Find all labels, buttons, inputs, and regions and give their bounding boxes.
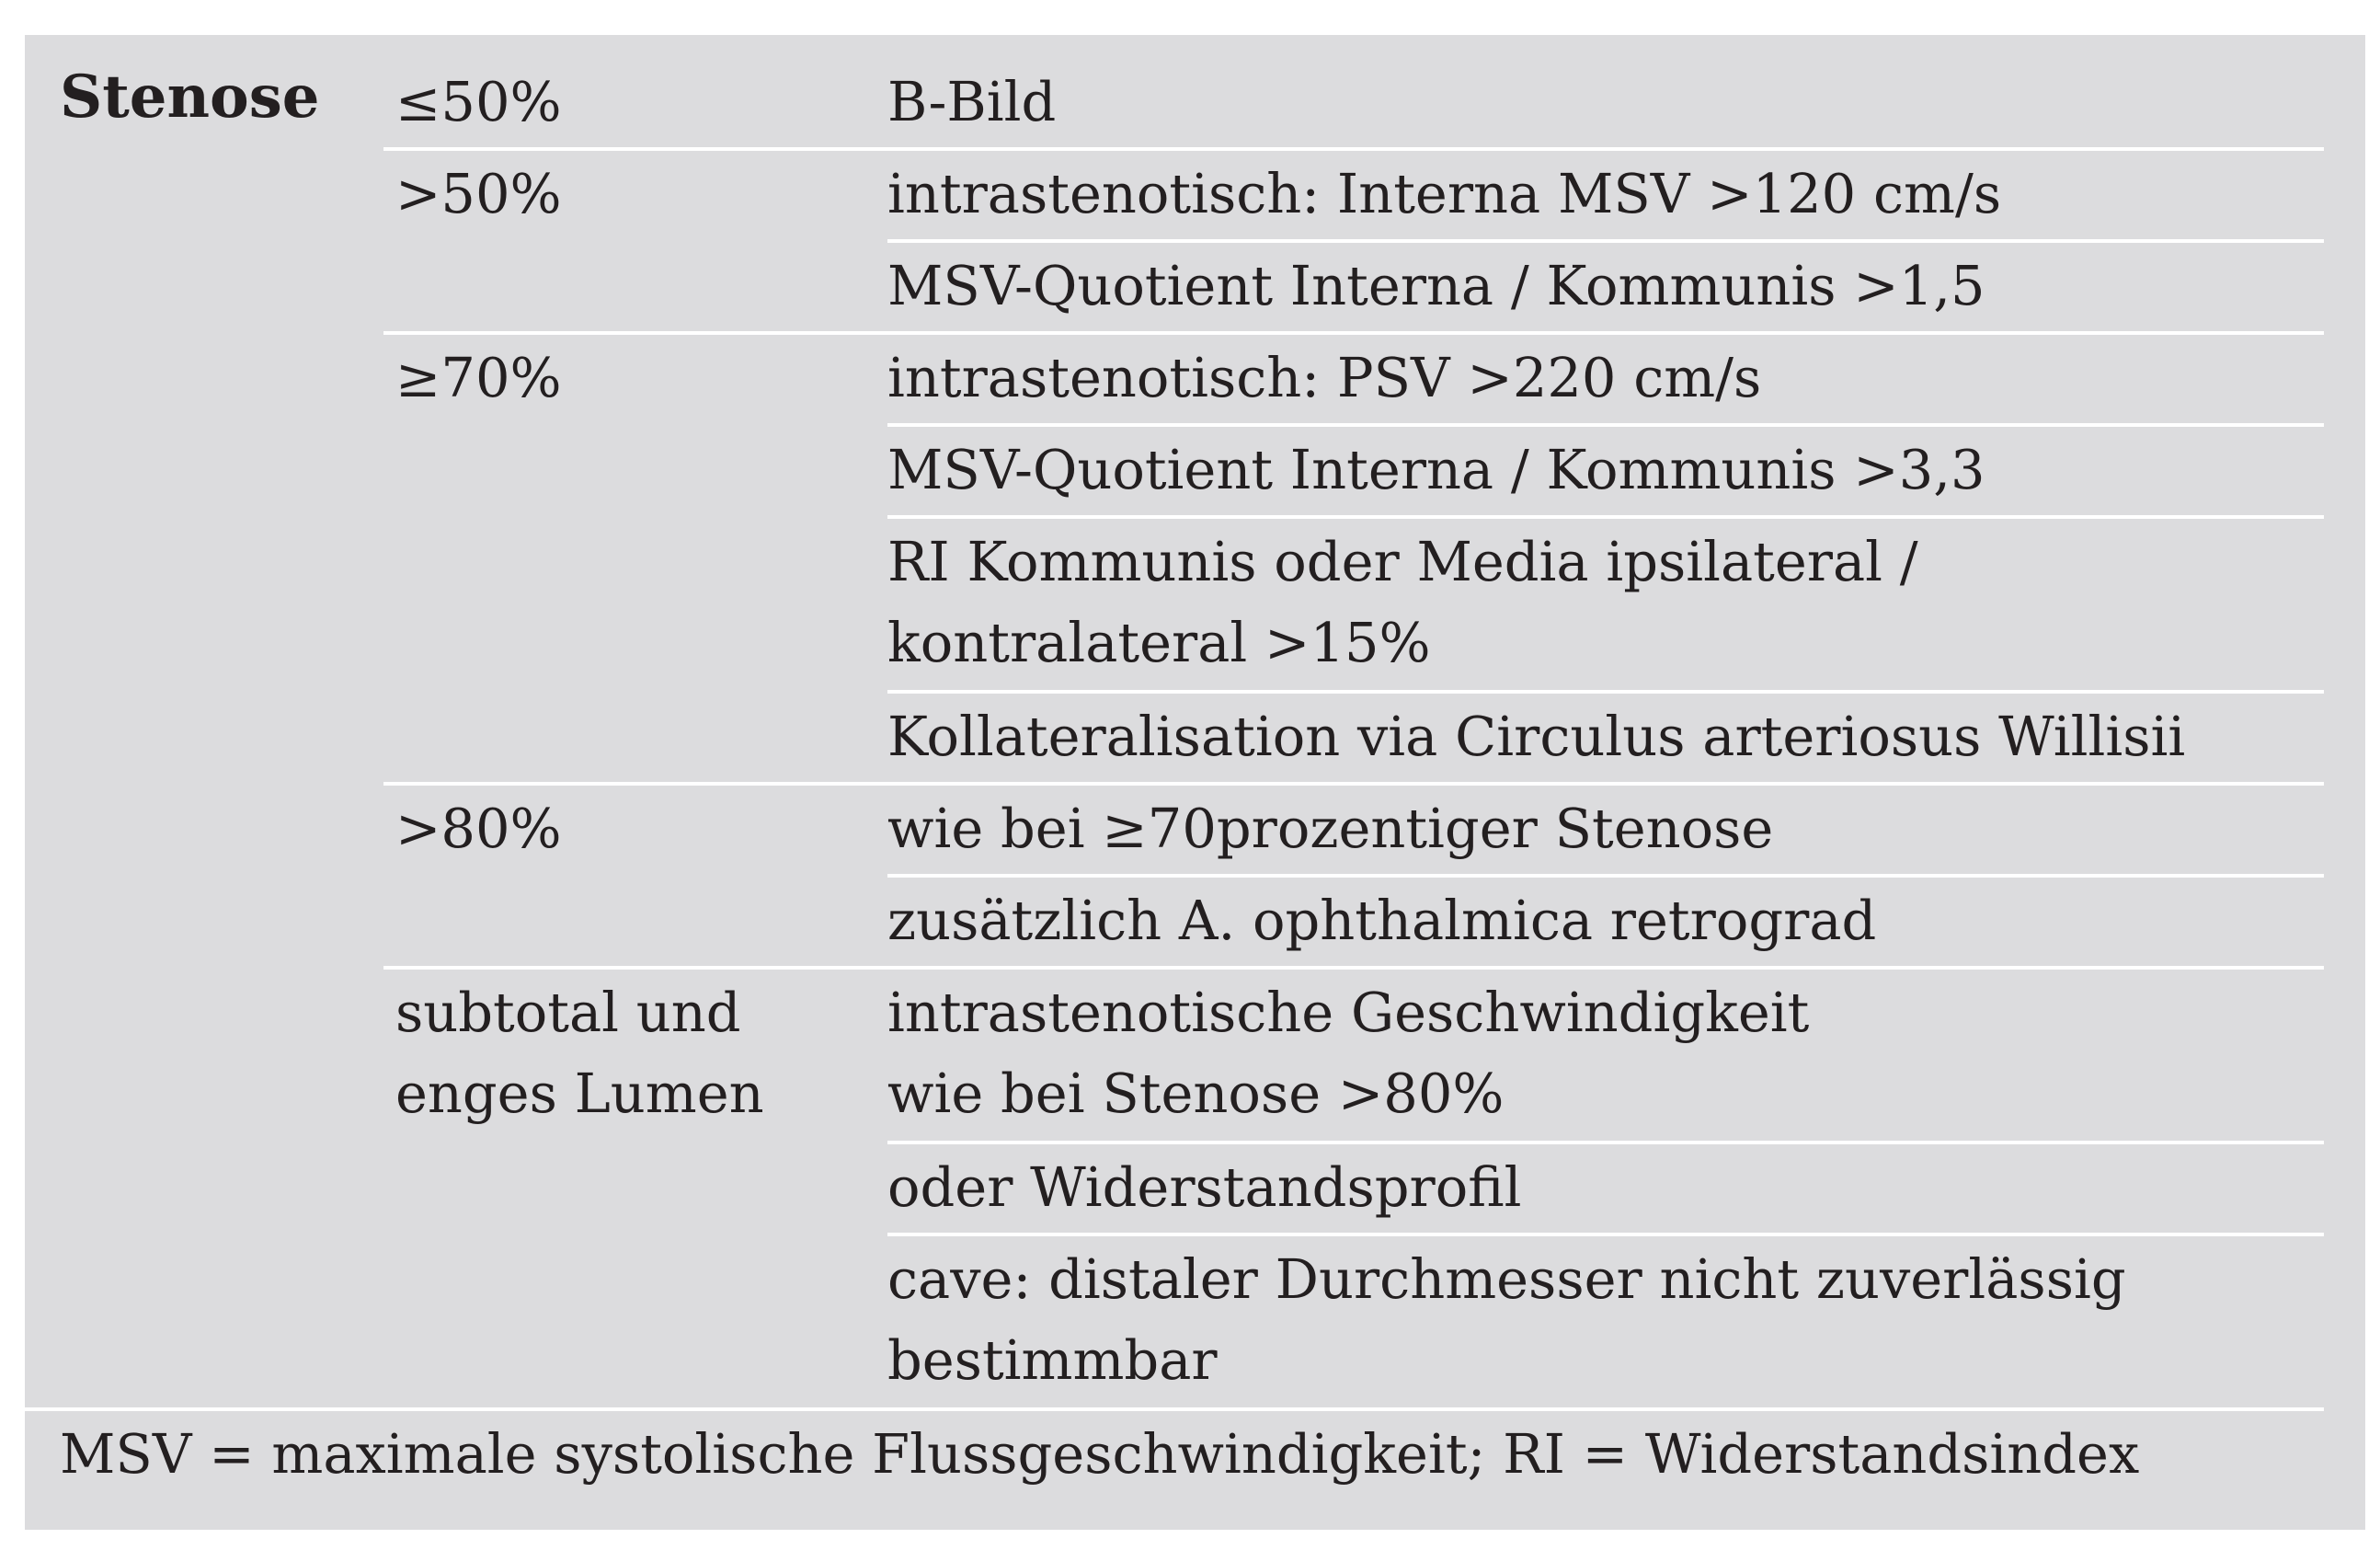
criterion-msv-quotient-1-5: MSV-Quotient Interna / Kommunis >1,5 (887, 254, 1985, 317)
row-label-stenose: Stenose (60, 63, 320, 132)
criterion-psv-220: intrastenotisch: PSV >220 cm/s (887, 346, 1762, 409)
criterion-divider (887, 515, 2324, 519)
criterion-divider (887, 239, 2324, 243)
row-divider (383, 966, 2324, 970)
criterion-ri-kommunis-line1: RI Kommunis oder Media ipsilateral / (887, 530, 1918, 593)
criterion-divider (887, 1233, 2324, 1236)
criterion-b-bild: B-Bild (887, 70, 1057, 133)
criterion-divider (887, 423, 2324, 427)
grade-subtotal-line2: enges Lumen (395, 1062, 764, 1125)
footnote: MSV = maximale systolische Flussgeschwindigkeit; RI = Widerstandsindex (60, 1422, 2140, 1486)
criterion-divider (887, 874, 2324, 878)
row-divider (383, 147, 2324, 151)
grade-le-50: ≤50% (395, 70, 562, 133)
grade-gt-80: >80% (395, 797, 562, 860)
criterion-ri-kommunis-line2: kontralateral >15% (887, 611, 1431, 674)
criterion-intrastenotische-geschwindigkeit-line2: wie bei Stenose >80% (887, 1062, 1505, 1125)
stenosis-criteria-table (25, 35, 2365, 1530)
criterion-divider (887, 690, 2324, 694)
grade-subtotal-line1: subtotal und (395, 981, 741, 1044)
row-divider (383, 782, 2324, 786)
criterion-cave-line2: bestimmbar (887, 1328, 1218, 1392)
criterion-intrastenotische-geschwindigkeit-line1: intrastenotische Geschwindigkeit (887, 981, 1810, 1044)
footnote-divider (25, 1407, 2324, 1411)
criterion-divider (887, 1141, 2324, 1144)
grade-gt-50: >50% (395, 162, 562, 225)
grade-ge-70: ≥70% (395, 346, 562, 409)
criterion-wie-bei-70: wie bei ≥70prozentiger Stenose (887, 797, 1774, 860)
criterion-msv-quotient-3-3: MSV-Quotient Interna / Kommunis >3,3 (887, 438, 1985, 501)
criterion-ophthalmica: zusätzlich A. ophthalmica retrograd (887, 889, 1877, 952)
criterion-cave-line1: cave: distaler Durchmesser nicht zuverlässig (887, 1247, 2126, 1311)
criterion-interna-msv: intrastenotisch: Interna MSV >120 cm/s (887, 162, 2002, 225)
criterion-kollateralisation: Kollateralisation via Circulus arteriosus Willisii (887, 705, 2186, 768)
criterion-widerstandsprofil: oder Widerstandsprofil (887, 1155, 1522, 1219)
row-divider (383, 331, 2324, 335)
